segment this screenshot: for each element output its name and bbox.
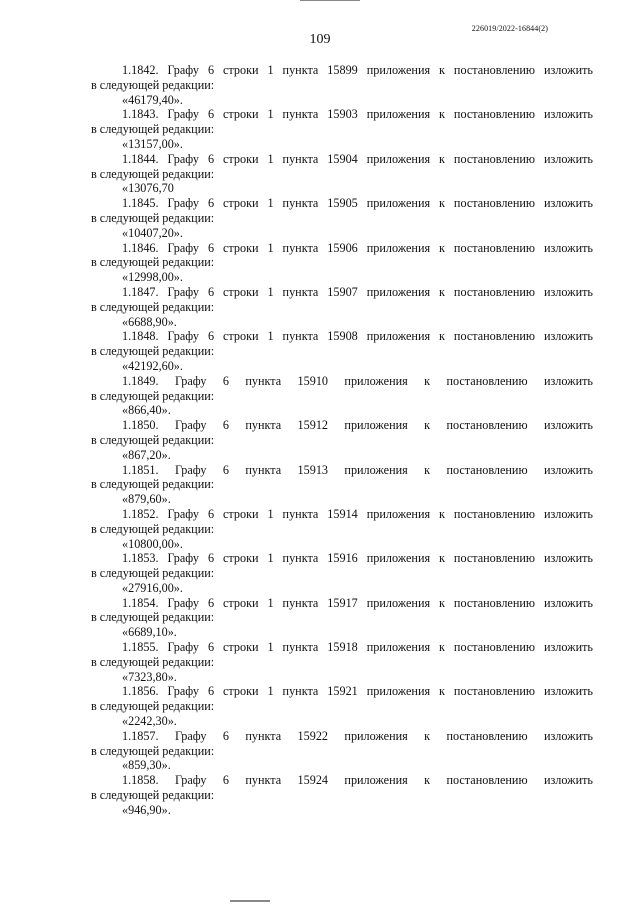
- clause-text: 1.1851. Графу 6 пункта 15913 приложения к постановлению изложить: [122, 462, 593, 477]
- clause-text: 1.1842. Графу 6 строки 1 пункта 15899 приложения к постановлению изложить: [122, 63, 593, 77]
- clause-text: 1.1853. Графу 6 строки 1 пункта 15916 приложения к постановлению изложить: [122, 551, 593, 566]
- clause-value: «7323,80».: [122, 669, 177, 684]
- clause-text: 1.1848. Графу 6 строки 1 пункта 15908 приложения к постановлению изложить: [122, 329, 593, 344]
- scan-artifact-top: [300, 0, 360, 1]
- clause-continuation: в следующей редакции:: [91, 477, 215, 492]
- clause-value: «10800,00».: [122, 536, 183, 551]
- document-id: 226019/2022-16844(2): [471, 24, 548, 33]
- clause-value: «42192,60».: [122, 358, 183, 373]
- clause-item: [91, 507, 593, 551]
- clause-value: «12998,00».: [122, 270, 183, 285]
- clause-item: [91, 152, 593, 196]
- clause-continuation: в следующей редакции:: [91, 77, 215, 92]
- page-number: 109: [309, 32, 331, 47]
- clause-value: «867,20».: [122, 447, 171, 462]
- clause-continuation: в следующей редакции:: [91, 566, 215, 581]
- clause-value: «6689,10».: [122, 625, 177, 640]
- clause-continuation: в следующей редакции:: [91, 743, 215, 758]
- clause-item: [91, 329, 593, 373]
- clause-text: 1.1856. Графу 6 строки 1 пункта 15921 приложения к постановлению изложить: [122, 684, 593, 699]
- clause-value: «946,90».: [122, 802, 171, 817]
- clause-continuation: в следующей редакции:: [91, 521, 215, 536]
- clause-continuation: в следующей редакции:: [91, 654, 215, 669]
- clause-value: «13157,00».: [122, 136, 183, 151]
- clause-item: [91, 596, 593, 640]
- clause-continuation: в следующей редакции:: [91, 432, 215, 447]
- clause-continuation: в следующей редакции:: [91, 388, 215, 403]
- document-body: [91, 63, 593, 818]
- clause-value: «879,60».: [122, 492, 171, 507]
- clause-continuation: в следующей редакции:: [91, 344, 215, 359]
- clause-continuation: в следующей редакции:: [91, 610, 215, 625]
- clause-text: 1.1844. Графу 6 строки 1 пункта 15904 приложения к постановлению изложить: [122, 151, 593, 166]
- clause-item: [91, 285, 593, 329]
- clause-value: «2242,30».: [122, 714, 177, 729]
- clause-item: [91, 374, 593, 418]
- clause-item: [91, 551, 593, 595]
- clause-item: [91, 640, 593, 684]
- clause-item: [91, 241, 593, 285]
- clause-text: 1.1846. Графу 6 строки 1 пункта 15906 приложения к постановлению изложить: [122, 240, 593, 255]
- clause-text: 1.1857. Графу 6 пункта 15922 приложения к постановлению изложить: [122, 728, 593, 743]
- clause-continuation: в следующей редакции:: [91, 122, 215, 137]
- clause-text: 1.1843. Графу 6 строки 1 пункта 15903 приложения к постановлению изложить: [122, 107, 593, 122]
- clause-text: 1.1849. Графу 6 пункта 15910 приложения к постановлению изложить: [122, 373, 593, 388]
- clause-text: 1.1850. Графу 6 пункта 15912 приложения к постановлению изложить: [122, 418, 593, 433]
- clause-text: 1.1845. Графу 6 строки 1 пункта 15905 приложения к постановлению изложить: [122, 196, 593, 211]
- clause-value: «13076,70: [122, 181, 174, 196]
- clause-value: «859,30».: [122, 758, 171, 773]
- clause-text: 1.1847. Графу 6 строки 1 пункта 15907 приложения к постановлению изложить: [122, 284, 593, 299]
- clause-item: [91, 196, 593, 240]
- clause-item: [91, 684, 593, 728]
- clause-value: «10407,20».: [122, 225, 183, 240]
- clause-item: [91, 418, 593, 462]
- clause-text: 1.1858. Графу 6 пункта 15924 приложения к постановлению изложить: [122, 773, 593, 788]
- clause-text: 1.1854. Графу 6 строки 1 пункта 15917 приложения к постановлению изложить: [122, 595, 593, 610]
- clause-continuation: в следующей редакции:: [91, 788, 215, 803]
- clause-continuation: в следующей редакции:: [91, 299, 215, 314]
- clause-item: [91, 63, 593, 107]
- clause-continuation: в следующей редакции:: [91, 166, 215, 181]
- clause-item: [91, 107, 593, 151]
- clause-value: «866,40».: [122, 403, 171, 418]
- clause-text: 1.1855. Графу 6 строки 1 пункта 15918 приложения к постановлению изложить: [122, 640, 593, 655]
- clause-item: [91, 463, 593, 507]
- clause-continuation: в следующей редакции:: [91, 255, 215, 270]
- scan-artifact-bottom: [230, 900, 270, 902]
- clause-text: 1.1852. Графу 6 строки 1 пункта 15914 приложения к постановлению изложить: [122, 506, 593, 521]
- clause-item: [91, 729, 593, 773]
- clause-value: «6688,90».: [122, 314, 177, 329]
- clause-item: [91, 773, 593, 817]
- clause-value: «27916,00».: [122, 580, 183, 595]
- clause-continuation: в следующей редакции:: [91, 210, 215, 225]
- clause-value: «46179,40».: [122, 92, 183, 107]
- clause-continuation: в следующей редакции:: [91, 699, 215, 714]
